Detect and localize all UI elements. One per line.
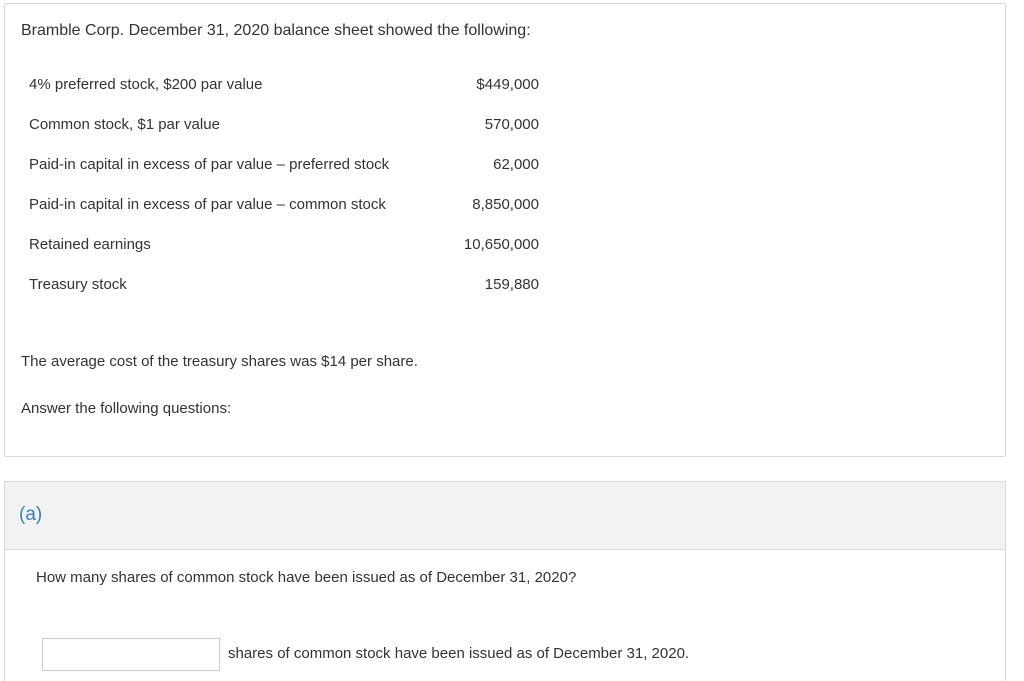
problem-intro: Bramble Corp. December 31, 2020 balance sheet showed the following: bbox=[21, 22, 531, 39]
row-value: $449,000 bbox=[476, 76, 539, 93]
row-value: 10,650,000 bbox=[463, 236, 539, 253]
treasury-note: The average cost of the treasury shares was $14 per share. bbox=[21, 353, 418, 370]
part-label: (a) bbox=[19, 504, 43, 525]
row-label: Paid-in capital in excess of par value – common stock bbox=[29, 196, 386, 213]
row-value: 159,880 bbox=[484, 276, 539, 293]
table-row bbox=[29, 66, 539, 106]
row-label: 4% preferred stock, $200 par value bbox=[29, 76, 263, 93]
table-row bbox=[29, 226, 539, 266]
answer-suffix: shares of common stock have been issued as of December 31, 2020. bbox=[228, 645, 690, 662]
problem-card bbox=[4, 3, 1006, 457]
part-a-card bbox=[4, 481, 1006, 681]
answer-prompt: Answer the following questions: bbox=[21, 400, 232, 417]
table-row bbox=[29, 146, 539, 186]
row-label: Retained earnings bbox=[29, 236, 151, 253]
table-row bbox=[29, 186, 539, 226]
row-label: Paid-in capital in excess of par value – preferred stock bbox=[29, 156, 390, 173]
row-value: 570,000 bbox=[484, 116, 539, 133]
row-label: Common stock, $1 par value bbox=[29, 116, 220, 133]
table-row bbox=[29, 266, 539, 306]
part-a-header bbox=[5, 482, 1005, 550]
row-label: Treasury stock bbox=[29, 276, 127, 293]
table-row bbox=[29, 106, 539, 146]
row-value: 62,000 bbox=[493, 156, 539, 173]
balance-sheet-table bbox=[29, 66, 539, 306]
shares-issued-input[interactable] bbox=[42, 638, 220, 671]
part-a-question: How many shares of common stock have been issued as of December 31, 2020? bbox=[36, 569, 577, 586]
row-value: 8,850,000 bbox=[472, 196, 539, 213]
